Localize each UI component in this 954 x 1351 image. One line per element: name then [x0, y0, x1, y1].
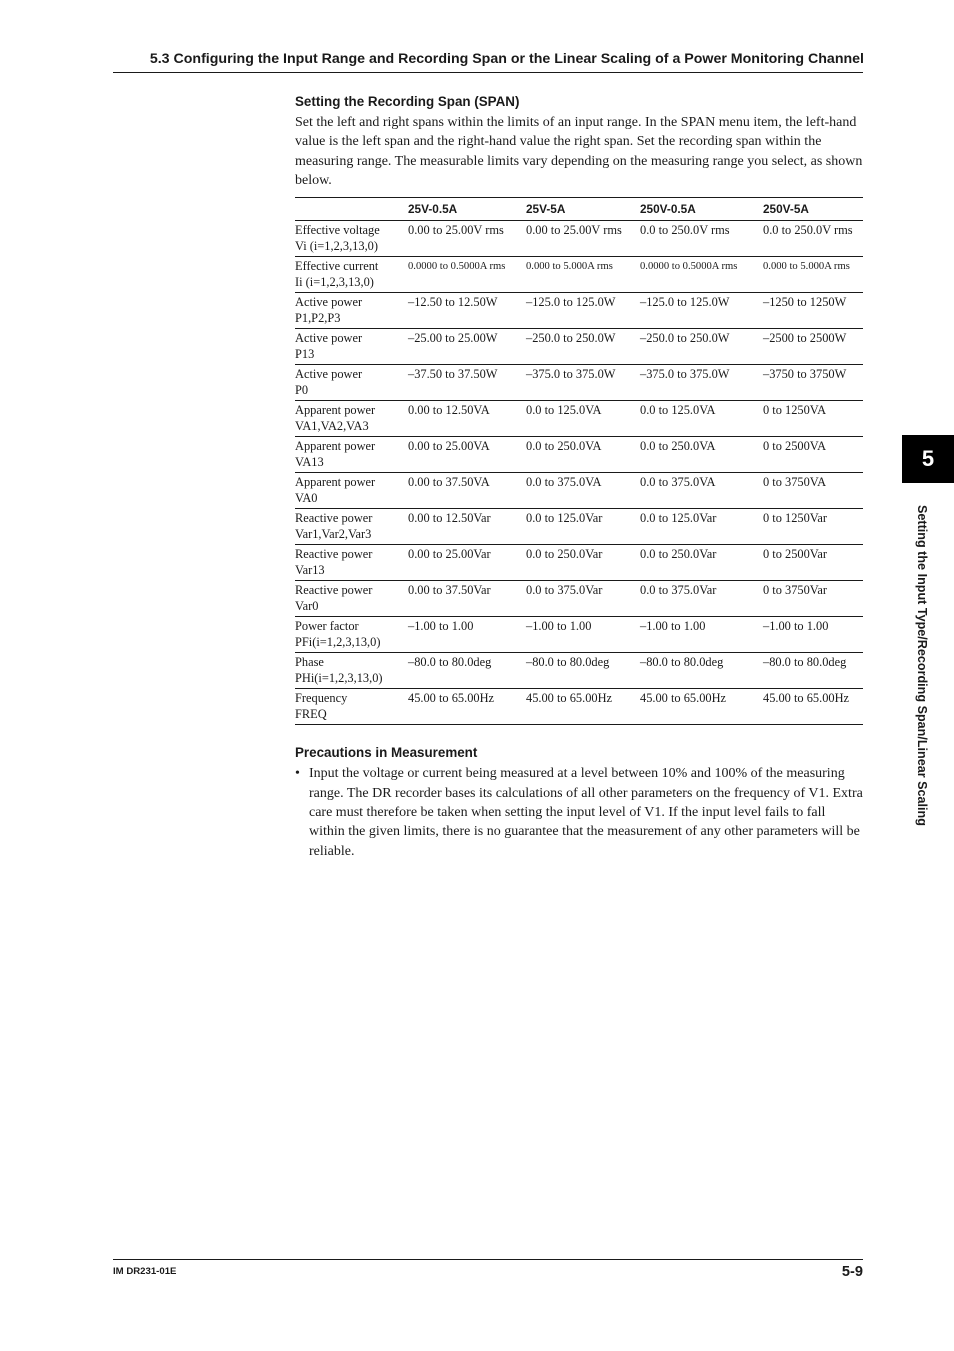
range-value-cell: –25.00 to 25.00W [408, 329, 526, 365]
parameter-name: Active power [295, 295, 363, 310]
range-value-cell: –125.0 to 125.0W [526, 293, 640, 329]
table-row [295, 581, 863, 617]
parameter-symbol: PFi(i=1,2,3,13,0) [295, 634, 381, 649]
range-value-cell: 0.00 to 25.00VA [408, 437, 526, 473]
table-row [295, 257, 863, 293]
range-value-cell: –250.0 to 250.0W [526, 329, 640, 365]
parameter-name: Frequency [295, 691, 348, 706]
range-value-cell: –1.00 to 1.00 [640, 617, 763, 653]
range-value-cell: –12.50 to 12.50W [408, 293, 526, 329]
table-header-row [295, 197, 863, 221]
range-value-cell: 0 to 3750Var [763, 581, 863, 617]
range-value-cell: 0.0 to 375.0VA [640, 473, 763, 509]
range-value-cell: 0.0 to 125.0VA [526, 401, 640, 437]
range-value-cell: –1250 to 1250W [763, 293, 863, 329]
range-value-cell: 0.0000 to 0.5000A rms [640, 257, 763, 293]
parameter-name: Reactive power [295, 583, 373, 598]
parameter-name: Effective current [295, 259, 379, 274]
range-value-cell: –125.0 to 125.0W [640, 293, 763, 329]
range-value-cell: 45.00 to 65.00Hz [408, 689, 526, 725]
range-value-cell: 0.0 to 250.0V rms [640, 221, 763, 257]
main-content [295, 93, 863, 861]
chapter-tab: 5 [902, 435, 954, 483]
running-header-title: 5.3 Configuring the Input Range and Recording Span or the Linear Scaling of a Power Monitoring Channel [149, 51, 864, 67]
range-value-cell: 0.0 to 125.0Var [526, 509, 640, 545]
list-item [295, 764, 863, 861]
range-value-cell: 0.0 to 250.0VA [640, 437, 763, 473]
range-value-cell: 0.000 to 5.000A rms [526, 257, 640, 293]
parameter-symbol: VA1,VA2,VA3 [295, 418, 369, 433]
header-rule [113, 72, 863, 73]
parameter-symbol: FREQ [295, 706, 327, 721]
bullet-marker: • [295, 766, 300, 782]
range-value-cell: 0.00 to 12.50Var [408, 509, 526, 545]
footer-rule [113, 1259, 863, 1260]
range-value-cell: –3750 to 3750W [763, 365, 863, 401]
table-row [295, 509, 863, 545]
span-limits-table [295, 197, 863, 726]
range-value-cell: –80.0 to 80.0deg [763, 653, 863, 689]
column-header: 250V-0.5A [640, 197, 763, 221]
parameter-symbol: Var0 [295, 598, 319, 613]
parameter-symbol: Var13 [295, 562, 325, 577]
range-value-cell: 0.00 to 25.00V rms [526, 221, 640, 257]
parameter-name: Apparent power [295, 403, 376, 418]
parameter-cell [295, 473, 408, 509]
range-value-cell: 0.0 to 125.0Var [640, 509, 763, 545]
parameter-name: Apparent power [295, 475, 376, 490]
range-value-cell: –1.00 to 1.00 [526, 617, 640, 653]
parameter-cell [295, 545, 408, 581]
parameter-cell [295, 293, 408, 329]
parameter-symbol: VA0 [295, 490, 318, 505]
column-header: 25V-0.5A [408, 197, 526, 221]
table-row [295, 689, 863, 725]
range-value-cell: –37.50 to 37.50W [408, 365, 526, 401]
range-value-cell: –375.0 to 375.0W [640, 365, 763, 401]
range-value-cell: 0.0000 to 0.5000A rms [408, 257, 526, 293]
table-row [295, 545, 863, 581]
table-row [295, 329, 863, 365]
parameter-cell [295, 509, 408, 545]
range-value-cell: 45.00 to 65.00Hz [640, 689, 763, 725]
parameter-cell [295, 257, 408, 293]
range-value-cell: 0.0 to 375.0VA [526, 473, 640, 509]
parameter-cell [295, 581, 408, 617]
parameter-name: Reactive power [295, 511, 373, 526]
range-value-cell: –80.0 to 80.0deg [640, 653, 763, 689]
range-value-cell: 0 to 2500VA [763, 437, 863, 473]
range-value-cell: –80.0 to 80.0deg [408, 653, 526, 689]
range-value-cell: 0.00 to 37.50VA [408, 473, 526, 509]
parameter-symbol: Vi (i=1,2,3,13,0) [295, 238, 378, 253]
table-row [295, 221, 863, 257]
parameter-symbol: PHi(i=1,2,3,13,0) [295, 670, 383, 685]
table-row [295, 293, 863, 329]
table-body [295, 221, 863, 725]
column-header: 25V-5A [526, 197, 640, 221]
parameter-name: Active power [295, 367, 363, 382]
list-item-text: Input the voltage or current being measured at a level between 10% and 100% of the measuring range. The DR recorder bases its calculations of all other parameters on the frequency of V1. Extra care must therefore be taken when setting the input level of V1. If the input level fails to fall within the given limits, there is no guarantee that the measurement of any other parameters will be reliable. [309, 766, 863, 859]
parameter-name: Apparent power [295, 439, 376, 454]
range-value-cell: 0.00 to 25.00Var [408, 545, 526, 581]
section-heading-precautions: Precautions in Measurement [295, 745, 478, 761]
footer-page-number: 5-9 [841, 1264, 863, 1280]
parameter-cell [295, 365, 408, 401]
range-value-cell: 0.0 to 125.0VA [640, 401, 763, 437]
range-value-cell: 45.00 to 65.00Hz [763, 689, 863, 725]
range-value-cell: –80.0 to 80.0deg [526, 653, 640, 689]
parameter-symbol: P1,P2,P3 [295, 310, 341, 325]
column-header: 250V-5A [763, 197, 863, 221]
range-value-cell: 0 to 1250Var [763, 509, 863, 545]
range-value-cell: –375.0 to 375.0W [526, 365, 640, 401]
table-row [295, 653, 863, 689]
table-row [295, 401, 863, 437]
parameter-cell [295, 653, 408, 689]
parameter-cell [295, 329, 408, 365]
parameter-cell [295, 617, 408, 653]
range-value-cell: –2500 to 2500W [763, 329, 863, 365]
range-value-cell: 0.00 to 37.50Var [408, 581, 526, 617]
parameter-symbol: P13 [295, 346, 315, 361]
parameter-name: Phase [295, 655, 324, 670]
parameter-symbol: P0 [295, 382, 309, 397]
range-value-cell: 45.00 to 65.00Hz [526, 689, 640, 725]
range-value-cell: –1.00 to 1.00 [408, 617, 526, 653]
column-header [295, 197, 408, 221]
range-value-cell: 0 to 1250VA [763, 401, 863, 437]
range-value-cell: 0.00 to 12.50VA [408, 401, 526, 437]
range-value-cell: 0 to 3750VA [763, 473, 863, 509]
parameter-name: Effective voltage [295, 223, 380, 238]
parameter-symbol: VA13 [295, 454, 324, 469]
parameter-cell [295, 401, 408, 437]
parameter-name: Power factor [295, 619, 359, 634]
footer-doc-id: IM DR231-01E [113, 1266, 177, 1277]
table-row [295, 617, 863, 653]
range-value-cell: –1.00 to 1.00 [763, 617, 863, 653]
range-value-cell: 0.0 to 375.0Var [526, 581, 640, 617]
range-value-cell: 0.0 to 250.0Var [640, 545, 763, 581]
table-row [295, 365, 863, 401]
range-value-cell: 0.0 to 250.0Var [526, 545, 640, 581]
parameter-cell [295, 221, 408, 257]
precautions-list [295, 764, 863, 861]
parameter-cell [295, 689, 408, 725]
range-value-cell: 0.000 to 5.000A rms [763, 257, 863, 293]
parameter-symbol: Ii (i=1,2,3,13,0) [295, 274, 374, 289]
parameter-name: Active power [295, 331, 363, 346]
range-value-cell: –250.0 to 250.0W [640, 329, 763, 365]
table-row [295, 473, 863, 509]
parameter-cell [295, 437, 408, 473]
range-value-cell: 0 to 2500Var [763, 545, 863, 581]
parameter-name: Reactive power [295, 547, 373, 562]
table-row [295, 437, 863, 473]
chapter-side-title: Setting the Input Type/Recording Span/Linear Scaling [915, 505, 929, 826]
range-value-cell: 0.00 to 25.00V rms [408, 221, 526, 257]
parameter-symbol: Var1,Var2,Var3 [295, 526, 372, 541]
range-value-cell: 0.0 to 375.0Var [640, 581, 763, 617]
section-heading-span: Setting the Recording Span (SPAN) [295, 94, 520, 109]
range-value-cell: 0.0 to 250.0V rms [763, 221, 863, 257]
section-body-span: Set the left and right spans within the limits of an input range. In the SPAN menu item, the left-hand value is the left span and the right-hand value the right span. Set the recording span within the measuring range. The measurable limits vary depending on the measuring range you select, as shown below. [295, 115, 863, 189]
range-value-cell: 0.0 to 250.0VA [526, 437, 640, 473]
